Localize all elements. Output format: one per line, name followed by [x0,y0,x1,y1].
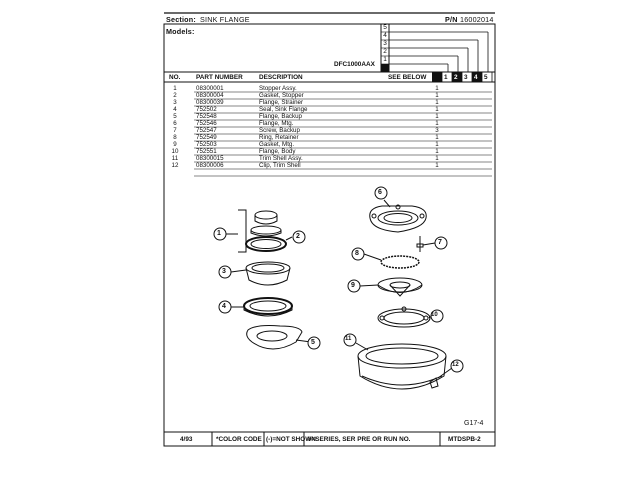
callout-gasket-stopper: 2 [296,233,300,240]
part-description: Gasket, Mtg. [259,141,295,148]
column-number: 2 [454,74,458,81]
part-description: Clip, Trim Shell [259,162,301,169]
part-number: 08300004 [196,92,224,99]
column-number: 1 [444,74,448,81]
part-description: Screw, Backup [259,127,300,134]
part-number: 752546 [196,120,217,127]
footer-date: 4/93 [180,436,193,443]
callout-stopper-assy: 1 [217,230,221,237]
pn-label: P/N [445,15,458,24]
callout-trim-shell: 11 [345,336,352,342]
col-header-part-number: PART NUMBER [196,74,243,81]
footer-series-note: #=SERIES, SER PRE OR RUN NO. [308,436,411,443]
part-description: Flange, Mtg. [259,120,294,127]
part-description: Flange, Strainer [259,99,304,106]
part-quantity: 1 [435,134,439,141]
see-below: SEE BELOW [388,74,427,81]
stopper-top [255,211,277,219]
figure-id: G17-4 [464,420,484,427]
part-number: 752548 [196,113,217,120]
footer-color-code: *COLOR CODE [216,436,262,443]
callout-flange-strainer: 3 [222,268,226,275]
bracket-line [238,210,246,252]
callout-clip-trim-shell: 12 [452,362,459,368]
row-number: 7 [173,127,177,134]
part-number: 08300015 [196,155,224,162]
part-quantity: 1 [435,106,439,113]
version-number: 2 [383,48,387,55]
part-description: Seal, Sink Flange [259,106,308,113]
part-number: 752502 [196,106,217,113]
col-header-no: NO. [169,74,181,81]
part-number: 752547 [196,127,217,134]
callout-seal-sink-flange: 4 [222,303,226,310]
version-number: 3 [383,40,387,47]
column-number: 3 [464,74,468,81]
callout-flange-body: 10 [431,312,438,318]
callout-flange-mtg: 6 [378,189,382,196]
part-description: Flange, Body [259,148,296,155]
pn-value: 16002014 [460,15,494,24]
callout-flange-backup: 5 [311,339,315,346]
part-quantity: 1 [435,85,439,92]
part-number: 08300039 [196,99,224,106]
part-quantity: 1 [435,113,439,120]
part-number: 752549 [196,134,217,141]
section-label: Section: [166,15,196,24]
part-quantity: 1 [435,120,439,127]
callout-screw-backup: 7 [438,239,442,246]
part-quantity: 1 [435,99,439,106]
part-quantity: 3 [435,127,439,134]
part-description: Flange, Backup [259,113,302,120]
footer-not-shown: (-)=NOT SHOWN [266,436,316,443]
row-number: 3 [173,99,177,106]
part-quantity: 1 [435,92,439,99]
models-label: Models: [166,27,195,36]
row-number: 12 [171,162,179,169]
column-number: 5 [484,74,488,81]
row-number: 4 [173,106,177,113]
column-number: 4 [474,74,478,81]
part-number: 752551 [196,148,217,155]
callout-gasket-mtg: 9 [351,282,355,289]
row-number: 10 [171,148,179,155]
part-description: Trim Shell Assy. [259,155,303,162]
row-number: 8 [173,134,177,141]
footer-page-code: MTDSPB-2 [448,436,481,443]
part-quantity: 1 [435,141,439,148]
version-number: 4 [383,32,387,39]
part-description: Ring, Retainer [259,134,299,141]
row-number: 2 [173,92,177,99]
model-name: DFC1000AAX [334,61,375,68]
row-number: 9 [173,141,177,148]
part-number: 08300006 [196,162,224,169]
part-number: 08300001 [196,85,224,92]
row-number: 1 [173,85,177,92]
part-quantity: 1 [435,162,439,169]
col-header-description: DESCRIPTION [259,74,303,81]
row-number: 11 [171,155,179,162]
part-quantity: 1 [435,155,439,162]
row-number: 5 [173,113,177,120]
version-number: 5 [383,24,387,31]
callout-ring-retainer: 8 [355,250,359,257]
row-number: 6 [173,120,177,127]
part-description: Gasket, Stopper [259,92,304,99]
part-description: Stopper Assy. [259,85,297,92]
version-number: 1 [383,56,387,63]
part-quantity: 1 [435,148,439,155]
part-number: 752503 [196,141,217,148]
section-name: SINK FLANGE [200,15,250,24]
